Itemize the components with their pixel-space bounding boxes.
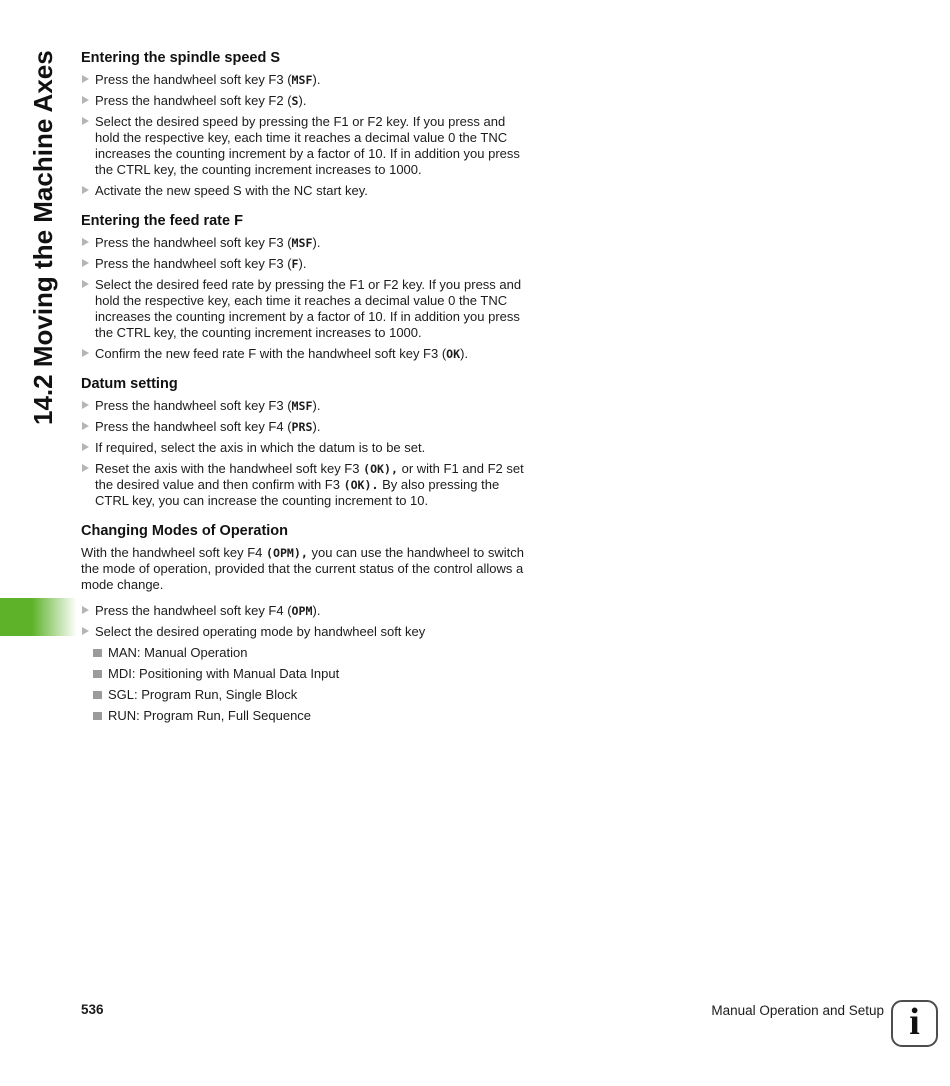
action-step-item: [81, 603, 527, 619]
item-text: [108, 666, 339, 681]
text-run: MDI: Positioning with Manual Data Input: [108, 666, 340, 681]
item-text: [95, 256, 306, 271]
softkey-label: F: [291, 257, 299, 271]
softkey-label: OPM: [291, 604, 313, 618]
text-run: Select the desired feed rate by pressing the F1 or F2 key. If you press and hold the respective key, each time it reaches a decimal value 0 the TNC increases the counting increment by a factor of 10. If in addition you press the CTRL key, the counting increment increases to 1000.: [95, 277, 522, 340]
square-bullet-icon: [93, 670, 102, 679]
text-run: If required, select the axis in which the datum is to be set.: [95, 440, 426, 455]
action-step-item: [81, 183, 527, 199]
triangle-bullet-icon: [82, 238, 89, 246]
softkey-label: (OPM),: [265, 546, 308, 560]
item-text: [95, 235, 320, 250]
text-run: Press the handwheel soft key F3 (: [95, 256, 292, 271]
mode-list-item: [81, 708, 527, 724]
action-step-item: [81, 346, 527, 362]
triangle-bullet-icon: [82, 464, 89, 472]
softkey-label: (OK).: [343, 478, 379, 492]
softkey-label: MSF: [291, 236, 313, 250]
item-text: [95, 183, 368, 198]
footer-right: [711, 1000, 938, 1047]
doc-section: [81, 523, 527, 724]
item-text: [108, 645, 247, 660]
text-run: Confirm the new feed rate F with the handwheel soft key F3 (: [95, 346, 447, 361]
triangle-bullet-icon: [82, 401, 89, 409]
triangle-bullet-icon: [82, 606, 89, 614]
item-text: [95, 461, 524, 508]
text-run: you can use the handwheel to switch the mode of operation, provided that the current status of the control allows a mode change.: [81, 545, 524, 592]
triangle-bullet-icon: [82, 96, 89, 104]
triangle-bullet-icon: [82, 75, 89, 83]
softkey-label: MSF: [291, 399, 313, 413]
action-step-item: [81, 256, 527, 272]
softkey-label: MSF: [291, 73, 313, 87]
action-step-item: [81, 114, 527, 178]
item-text: [95, 277, 521, 340]
section-heading: Datum setting: [81, 376, 178, 392]
item-text: [95, 603, 320, 618]
footer-chapter-title: Manual Operation and Setup: [711, 1003, 884, 1018]
mode-list-item: [81, 666, 527, 682]
triangle-bullet-icon: [82, 349, 89, 357]
text-run: RUN: Program Run, Full Sequence: [108, 708, 312, 723]
softkey-label: S: [291, 94, 299, 108]
text-run: Press the handwheel soft key F3 (: [95, 72, 292, 87]
text-run: or with F1 and F2 set the desired value and then confirm with F3: [95, 461, 524, 492]
triangle-bullet-icon: [82, 117, 89, 125]
softkey-label: (OK),: [363, 462, 398, 476]
text-run: Press the handwheel soft key F3 (: [95, 398, 292, 413]
softkey-label: OK: [446, 347, 461, 361]
item-text: [108, 687, 297, 702]
triangle-bullet-icon: [82, 422, 89, 430]
info-icon: i: [909, 1000, 920, 1043]
text-run: Press the handwheel soft key F4 (: [95, 419, 292, 434]
bullet-list: [81, 398, 527, 509]
item-text: [95, 346, 468, 361]
square-bullet-icon: [93, 649, 102, 658]
section-paragraph: [81, 545, 527, 593]
doc-section: [81, 213, 527, 362]
section-heading: Changing Modes of Operation: [81, 523, 289, 539]
item-text: [95, 72, 320, 87]
page-number: 536: [81, 1002, 104, 1017]
doc-section: [81, 376, 527, 509]
item-text: [95, 93, 306, 108]
bullet-list: [81, 72, 527, 199]
text-run: Press the handwheel soft key F3 (: [95, 235, 292, 250]
text-run: Press the handwheel soft key F4 (: [95, 603, 292, 618]
softkey-label: PRS: [291, 420, 313, 434]
item-text: [95, 114, 520, 177]
doc-section: [81, 50, 527, 199]
text-run: Press the handwheel soft key F2 (: [95, 93, 292, 108]
text-run: With the handwheel soft key F4: [81, 545, 266, 560]
action-step-item: [81, 72, 527, 88]
text-run: By also pressing the CTRL key, you can increase the counting increment to 10.: [95, 477, 500, 508]
action-step-item: [81, 93, 527, 109]
chapter-title-vertical: 14.2 Moving the Machine Axes: [28, 50, 58, 425]
action-step-item: [81, 461, 527, 509]
bullet-list: [81, 603, 527, 724]
item-text: [95, 398, 320, 413]
text-run: SGL: Program Run, Single Block: [108, 687, 298, 702]
mode-list-item: [81, 645, 527, 661]
text-run: ).: [312, 419, 321, 434]
text-run: ).: [312, 603, 321, 618]
triangle-bullet-icon: [82, 443, 89, 451]
text-run: MAN: Manual Operation: [108, 645, 248, 660]
text-run: ).: [312, 235, 321, 250]
square-bullet-icon: [93, 712, 102, 721]
section-heading: Entering the feed rate F: [81, 213, 243, 229]
action-step-item: [81, 440, 527, 456]
triangle-bullet-icon: [82, 280, 89, 288]
section-heading: Entering the spindle speed S: [81, 50, 281, 66]
info-button[interactable]: [891, 1000, 938, 1047]
green-accent-bar: [0, 598, 80, 636]
mode-list-item: [81, 687, 527, 703]
action-step-item: [81, 419, 527, 435]
text-run: ).: [298, 256, 307, 271]
item-text: [95, 440, 425, 455]
text-run: ).: [312, 72, 321, 87]
action-step-item: [81, 235, 527, 251]
text-run: ).: [460, 346, 469, 361]
page-content: [81, 50, 527, 729]
item-text: [95, 624, 425, 639]
item-text: [95, 419, 320, 434]
text-run: Select the desired operating mode by handwheel soft key: [95, 624, 426, 639]
bullet-list: [81, 235, 527, 362]
item-text: [108, 708, 311, 723]
action-step-item: [81, 624, 527, 640]
triangle-bullet-icon: [82, 627, 89, 635]
action-step-item: [81, 277, 527, 341]
triangle-bullet-icon: [82, 186, 89, 194]
text-run: ).: [298, 93, 307, 108]
text-run: Select the desired speed by pressing the F1 or F2 key. If you press and hold the respective key, each time it reaches a decimal value 0 the TNC increases the counting increment by a factor of 10. If in addition you press the CTRL key, the counting increment increases to 1000.: [95, 114, 520, 177]
text-run: ).: [312, 398, 321, 413]
action-step-item: [81, 398, 527, 414]
square-bullet-icon: [93, 691, 102, 700]
triangle-bullet-icon: [82, 259, 89, 267]
text-run: Activate the new speed S with the NC start key.: [95, 183, 368, 198]
text-run: Reset the axis with the handwheel soft key F3: [95, 461, 364, 476]
